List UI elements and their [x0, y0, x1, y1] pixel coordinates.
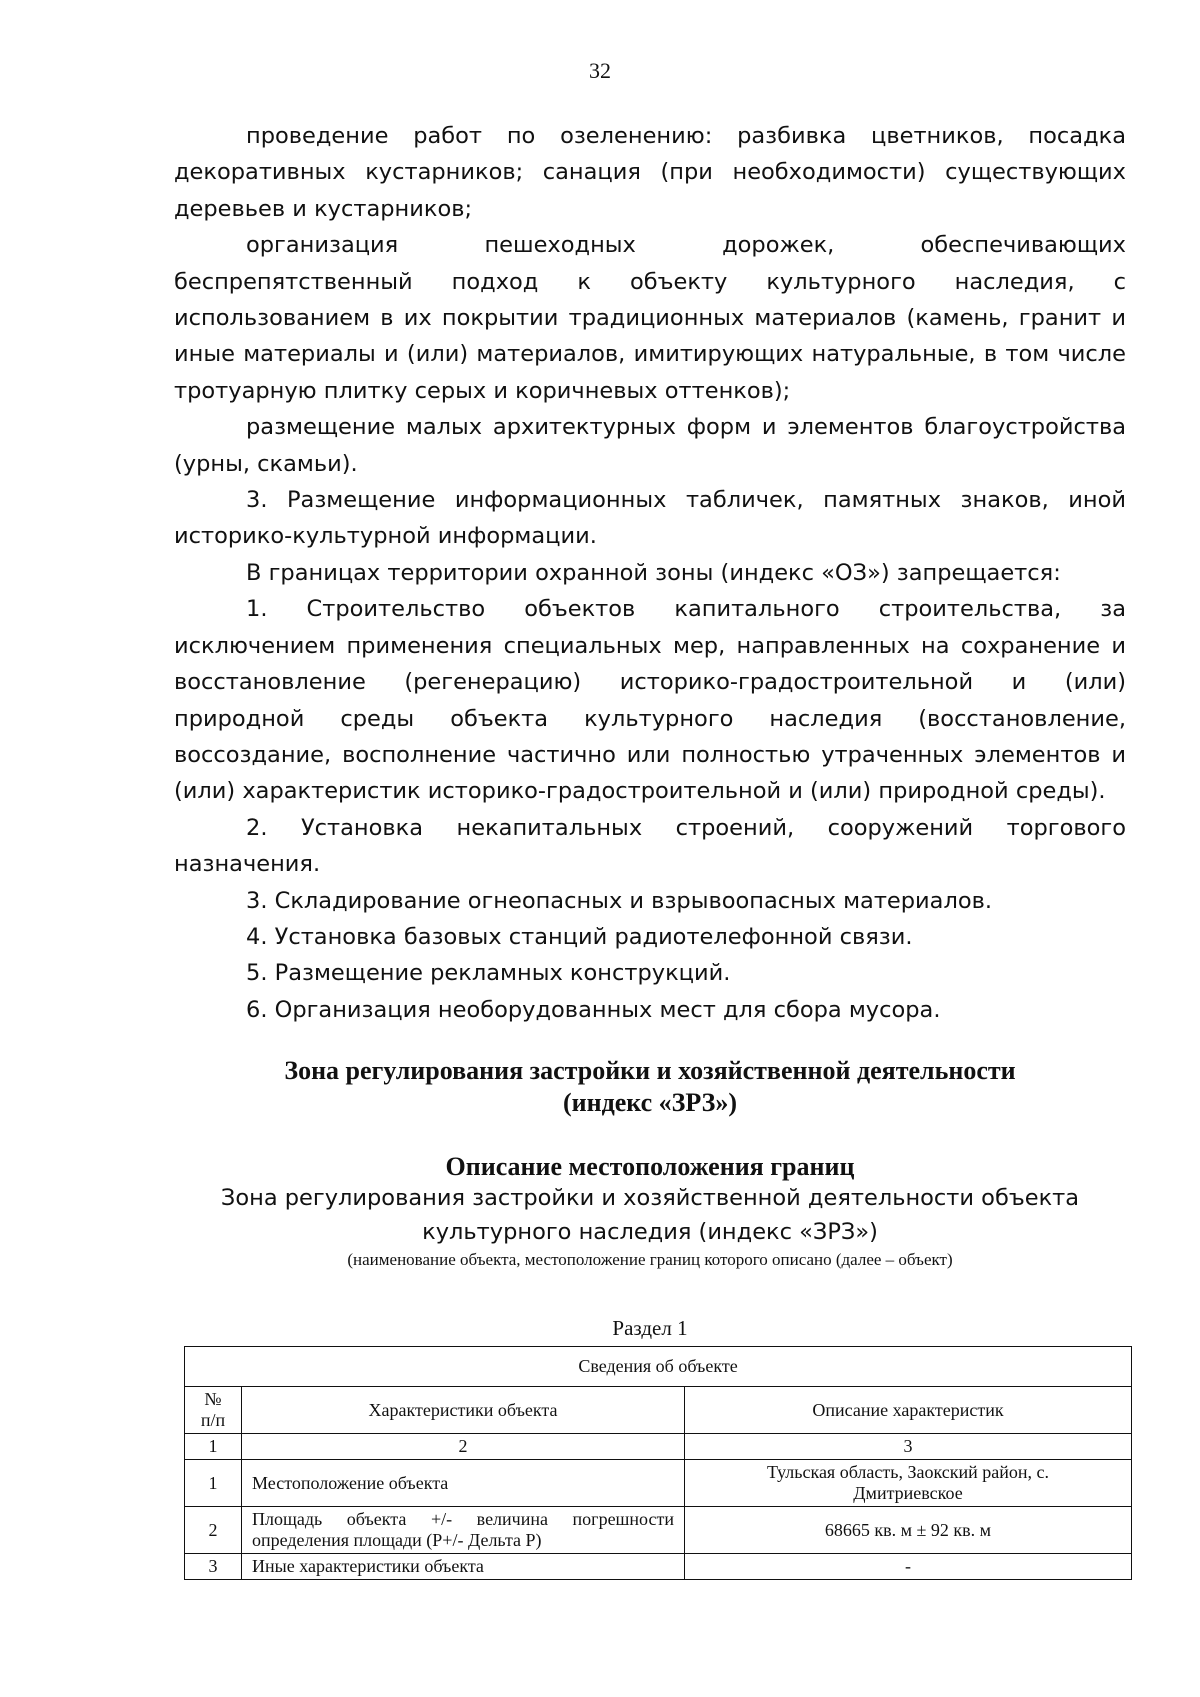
boundaries-heading: Описание местоположения границ	[445, 1152, 855, 1181]
object-title-line1: Зона регулирования застройки и хозяйственной деятельности объекта	[220, 1185, 1080, 1211]
object-info-table	[184, 1346, 1132, 1580]
paragraph-prohibition-6: 6. Организация необорудованных мест для сбора мусора.	[246, 996, 941, 1023]
header-number: № п/п	[185, 1387, 242, 1434]
paragraph-info-signs: 3. Размещение информационных табличек, памятных знаков, иной историко-культурной информации.	[174, 487, 1126, 550]
object-title-line2: культурного наследия (индекс «ЗРЗ»)	[422, 1219, 878, 1245]
paragraph-prohibition-4: 4. Установка базовых станций радиотелефонной связи.	[246, 923, 913, 950]
paragraph-footpaths: организация пешеходных дорожек, обеспечивающих беспрепятственный подход к объекту культурного наследия, с использованием в их покрытии традиционных материалов (камень, гранит и иные материалы и (или) материалов, имитирующих натуральные, в том числе тротуарную плитку серых и коричневых оттенков);	[174, 232, 1126, 404]
row-characteristic: Местоположение объекта	[242, 1460, 685, 1507]
table-row	[185, 1507, 1132, 1554]
zone-heading	[174, 1055, 1126, 1183]
body-text	[174, 118, 1126, 1028]
row-characteristic: Площадь объекта +/- величина погрешности определения площади (Р+/- Дельта Р)	[242, 1507, 685, 1554]
row-description: Тульская область, Заокский район, с. Дмитриевское	[685, 1460, 1132, 1507]
table-numbering-row	[185, 1434, 1132, 1460]
paragraph-landscaping: проведение работ по озеленению: разбивка цветников, посадка декоративных кустарников; санация (при необходимости) существующих деревьев и кустарников;	[174, 123, 1126, 222]
numbering-cell: 2	[242, 1434, 685, 1460]
paragraph-prohibition-3: 3. Складирование огнеопасных и взрывоопасных материалов.	[246, 887, 993, 914]
row-description: 68665 кв. м ± 92 кв. м	[685, 1507, 1132, 1554]
table-title-row	[185, 1347, 1132, 1387]
table-row	[185, 1460, 1132, 1507]
page-number: 32	[589, 58, 611, 83]
numbering-cell: 3	[685, 1434, 1132, 1460]
header-description: Описание характеристик	[685, 1387, 1132, 1434]
row-number: 3	[185, 1554, 242, 1580]
row-description: -	[685, 1554, 1132, 1580]
zone-heading-line2: (индекс «ЗРЗ»)	[563, 1088, 737, 1117]
object-title	[174, 1181, 1126, 1271]
header-characteristic: Характеристики объекта	[242, 1387, 685, 1434]
numbering-cell: 1	[185, 1434, 242, 1460]
paragraph-small-forms: размещение малых архитектурных форм и элементов благоустройства (урны, скамьи).	[174, 414, 1126, 477]
object-caption: (наименование объекта, местоположение границ которого описано (далее – объект)	[347, 1250, 953, 1269]
table-row	[185, 1554, 1132, 1580]
paragraph-prohibitions-intro: В границах территории охранной зоны (индекс «ОЗ») запрещается:	[246, 559, 1061, 586]
zone-heading-line1: Зона регулирования застройки и хозяйственной деятельности	[284, 1056, 1016, 1085]
row-number: 1	[185, 1460, 242, 1507]
paragraph-prohibition-2: 2. Установка некапитальных строений, сооружений торгового назначения.	[174, 814, 1126, 878]
row-number: 2	[185, 1507, 242, 1554]
table-title: Сведения об объекте	[185, 1347, 1132, 1387]
paragraph-prohibition-1: 1. Строительство объектов капитального строительства, за исключением применения специальных мер, направленных на сохранение и восстановление (регенерацию) историко-градостроительной и (или) природной среды объекта культурного наследия (восстановление, воссоздание, восполнение частично или полностью утраченных элементов и (или) характеристик историко-градостроительной и (или) природной среды).	[174, 596, 1126, 805]
section-label: Раздел 1	[612, 1316, 688, 1340]
paragraph-prohibition-5: 5. Размещение рекламных конструкций.	[246, 960, 731, 987]
table-header-row	[185, 1387, 1132, 1434]
row-characteristic: Иные характеристики объекта	[242, 1554, 685, 1580]
